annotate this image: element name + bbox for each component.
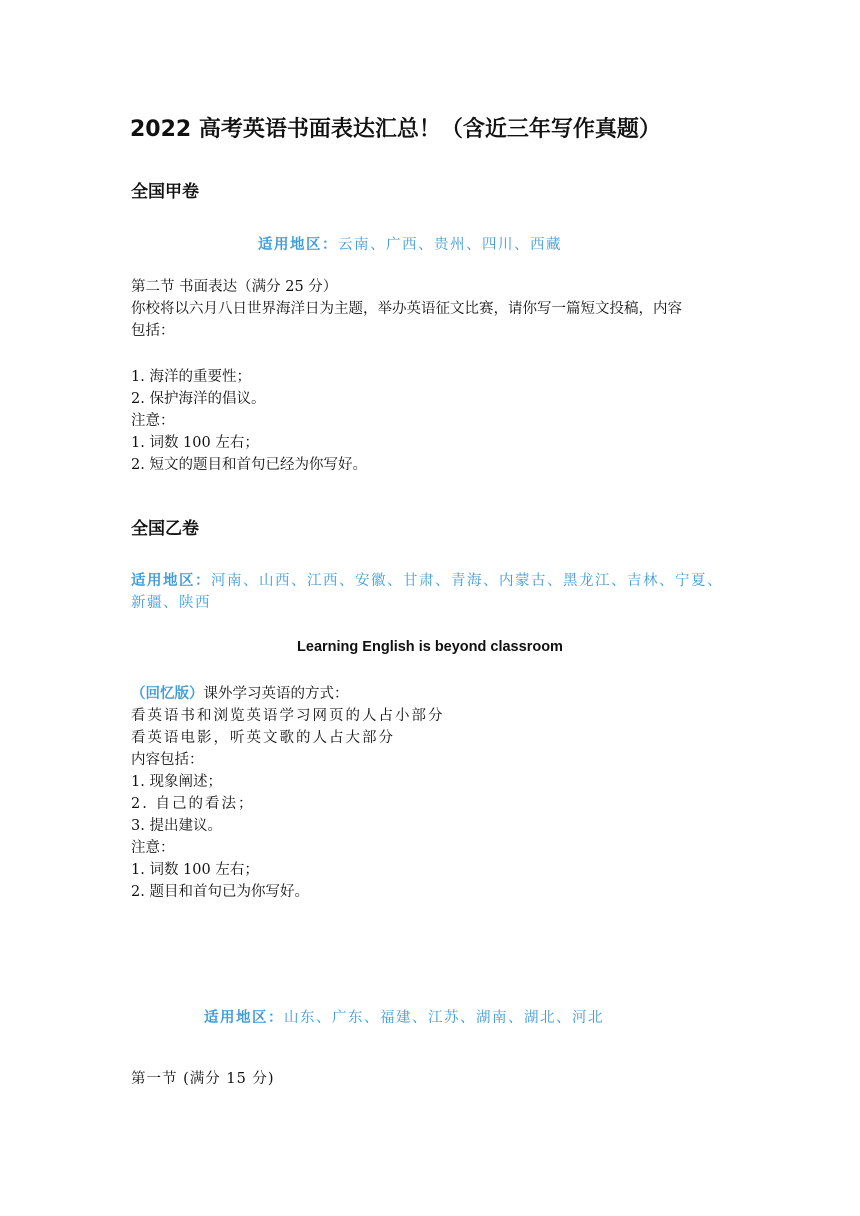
recall-line [131, 683, 349, 705]
section-subtitle: 第二节 书面表达（满分 25 分） [131, 279, 338, 295]
region-line-third [204, 1006, 604, 1027]
region-label: 适用地区： [131, 573, 211, 589]
list-item: 1. 海洋的重要性； [131, 369, 251, 385]
region-label: 适用地区： [204, 1010, 284, 1026]
prompt-line: 包括： [131, 323, 175, 339]
note-item: 2. 短文的题目和首句已经为你写好。 [131, 457, 367, 473]
recall-text: 课外学习英语的方式： [203, 686, 349, 702]
note-item: 1. 词数 100 左右； [131, 435, 259, 451]
prompt-line: 看英语书和浏览英语学习网页的人占小部分 [131, 708, 445, 724]
note-item: 2. 题目和首句已为你写好。 [131, 884, 309, 900]
section-heading-yi: 全国乙卷 [131, 519, 199, 539]
note-label: 注意： [131, 840, 175, 856]
prompt-line: 你校将以六月八日世界海洋日为主题，举办英语征文比赛，请你写一篇短文投稿，内容 [131, 301, 682, 317]
section-heading-jia: 全国甲卷 [131, 182, 199, 202]
region-label: 适用地区： [258, 237, 338, 253]
page-title: 2022 高考英语书面表达汇总！（含近三年写作真题） [130, 117, 661, 142]
note-label: 注意： [131, 413, 175, 429]
region-value: 云南、广西、贵州、四川、西藏 [338, 237, 562, 253]
list-item: 2. 自己的看法； [131, 796, 255, 812]
prompt-line: 看英语电影，听英文歌的人占大部分 [131, 730, 395, 746]
region-value: 山东、广东、福建、江苏、湖南、湖北、河北 [284, 1010, 604, 1026]
region-line-yi [131, 570, 736, 614]
essay-title: Learning English is beyond classroom [297, 639, 563, 655]
region-value: 河南、山西、江西、安徽、甘肃、青海、内蒙古、黑龙江、吉林、宁夏、新疆、陕西 [131, 573, 723, 611]
list-item: 3. 提出建议。 [131, 818, 222, 834]
list-item: 2. 保护海洋的倡议。 [131, 391, 266, 407]
recall-label: （回忆版） [131, 685, 204, 702]
section-subtitle: 第一节 (满分 15 分) [131, 1071, 275, 1087]
region-line-jia [258, 233, 562, 254]
list-item: 1. 现象阐述； [131, 774, 222, 790]
content-label: 内容包括： [131, 752, 204, 768]
note-item: 1. 词数 100 左右； [131, 862, 259, 878]
